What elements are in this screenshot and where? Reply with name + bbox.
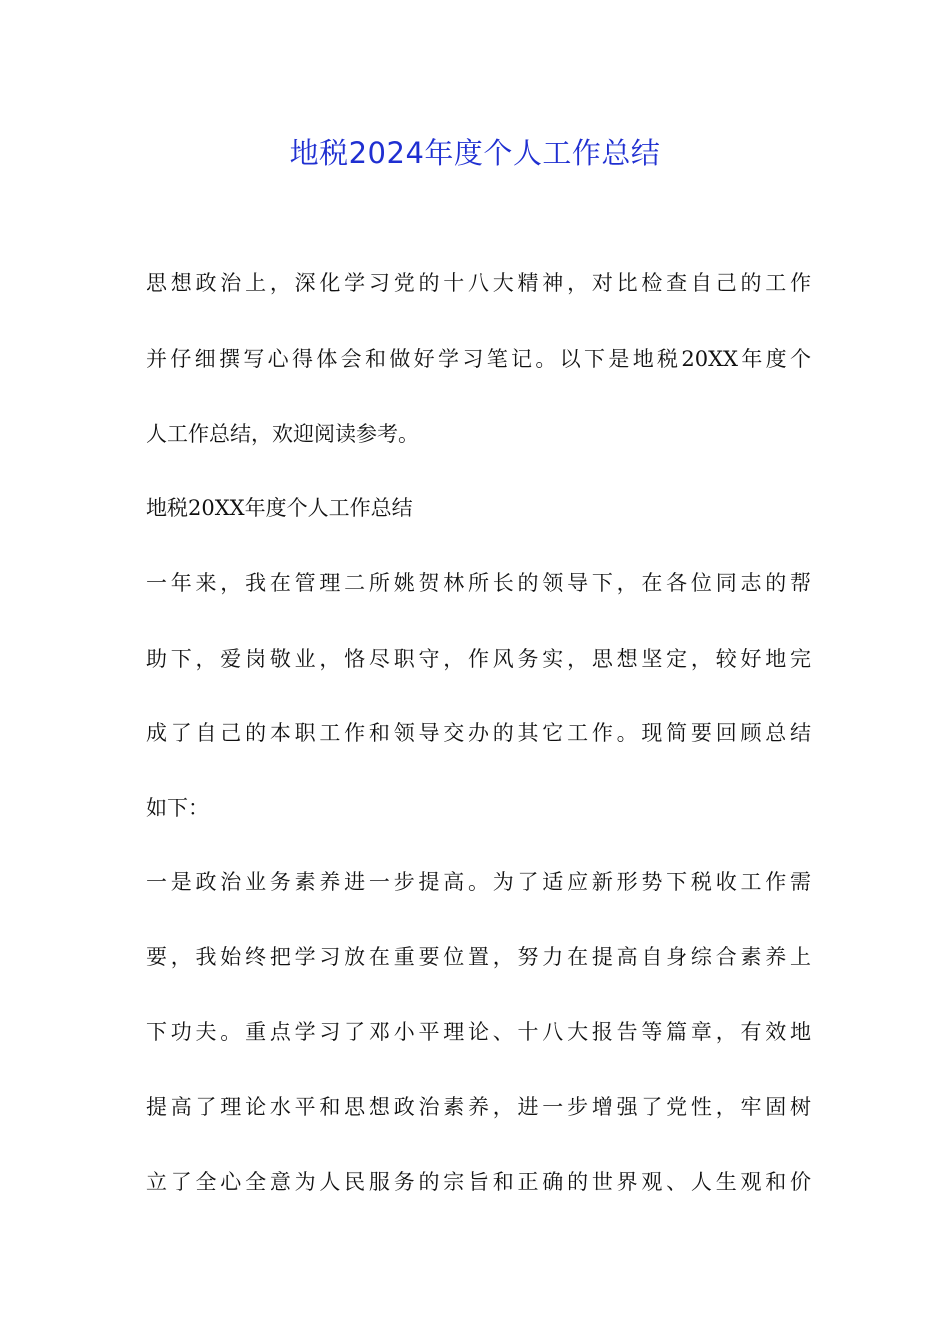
body-line-intro-1: 思想政治上，深化学习党的十八大精神，对比检查自己的工作 (146, 271, 811, 295)
body-line-para2-3: 下功夫。重点学习了邓小平理论、十八大报告等篇章，有效地 (146, 1020, 811, 1044)
body-line-intro-2: 并仔细撰写心得体会和做好学习笔记。以下是地税20XX年度个 (146, 347, 811, 371)
body-line-para1-2: 助下，爱岗敬业，恪尽职守，作风务实，思想坚定，较好地完 (146, 647, 811, 671)
document-title: 地税2024年度个人工作总结 (289, 136, 661, 170)
body-line-para2-5: 立了全心全意为人民服务的宗旨和正确的世界观、人生观和价 (146, 1170, 811, 1194)
section-heading: 地税20XX年度个人工作总结 (146, 496, 413, 520)
body-line-para1-4: 如下： (146, 796, 209, 820)
body-line-intro-3: 人工作总结，欢迎阅读参考。 (146, 422, 419, 446)
body-line-para2-4: 提高了理论水平和思想政治素养，进一步增强了党性，牢固树 (146, 1095, 811, 1119)
body-line-para2-1: 一是政治业务素养进一步提高。为了适应新形势下税收工作需 (146, 870, 811, 894)
body-line-para2-2: 要，我始终把学习放在重要位置，努力在提高自身综合素养上 (146, 945, 811, 969)
body-line-para1-3: 成了自己的本职工作和领导交办的其它工作。现简要回顾总结 (146, 721, 811, 745)
body-line-para1-1: 一年来，我在管理二所姚贺林所长的领导下，在各位同志的帮 (146, 571, 811, 595)
